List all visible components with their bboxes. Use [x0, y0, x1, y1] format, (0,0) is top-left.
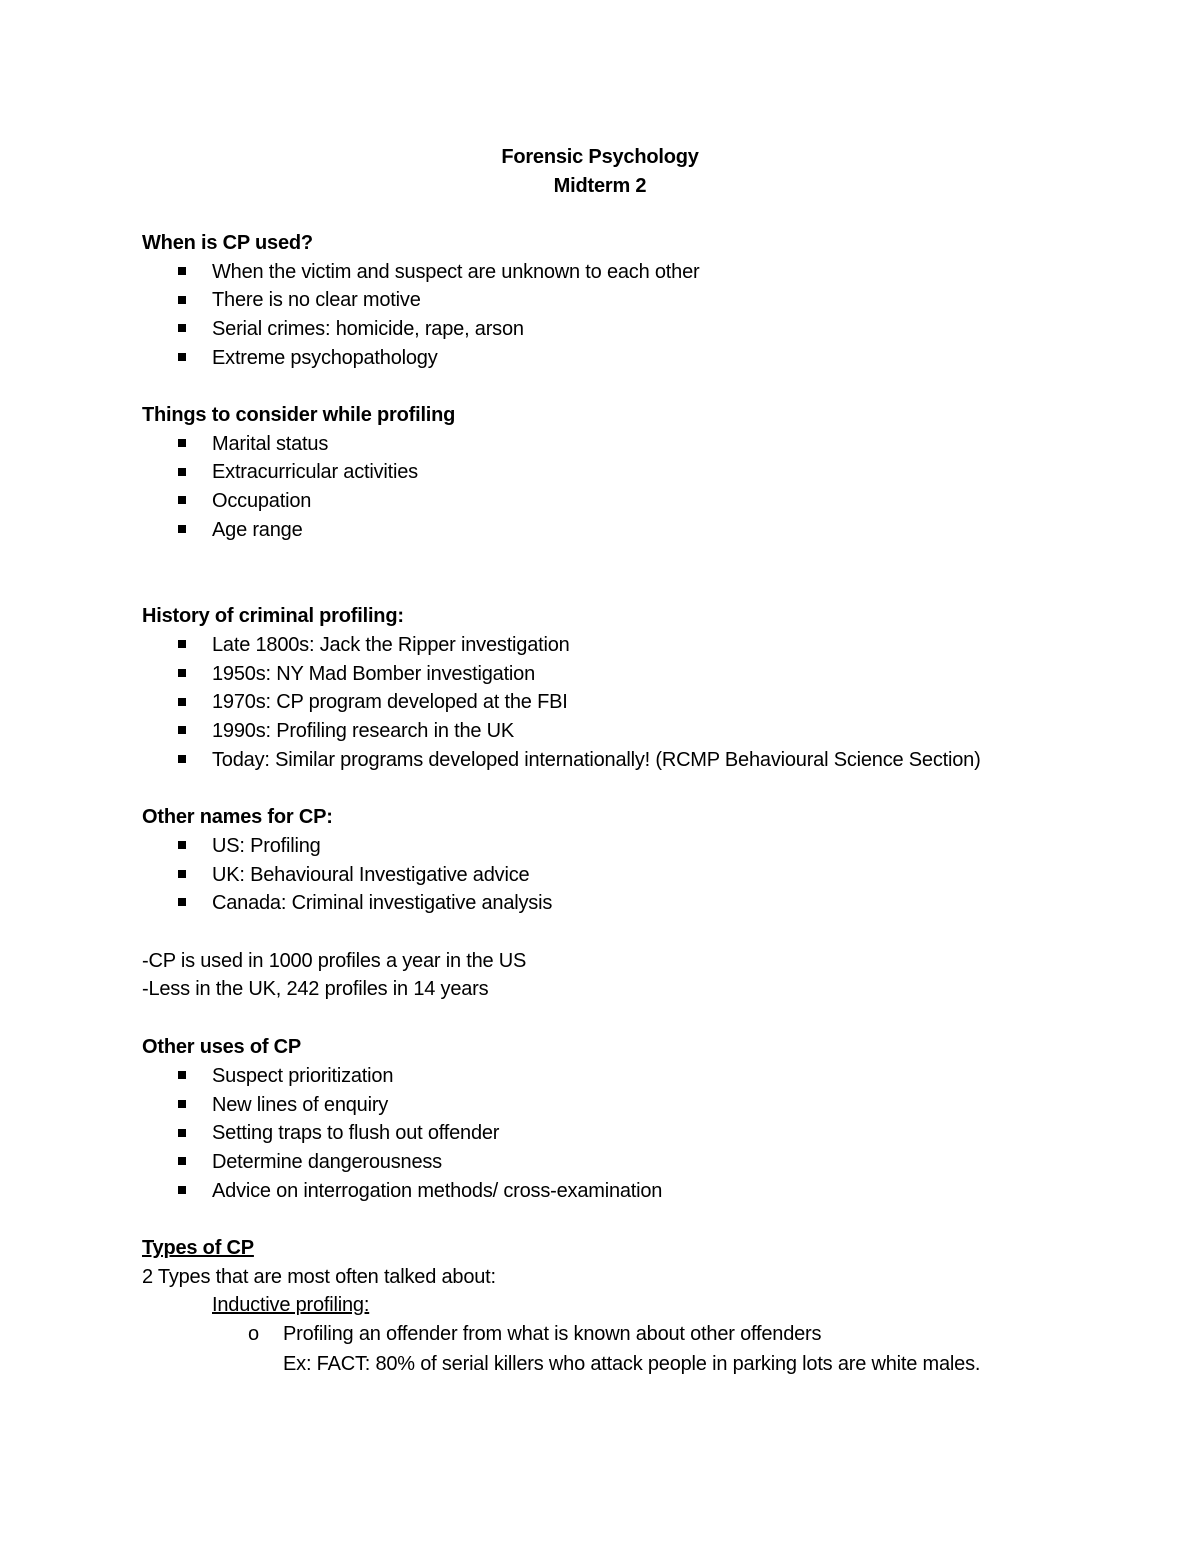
- list-item: Occupation: [212, 490, 312, 512]
- section-heading-other-names: Other names for CP:: [142, 806, 333, 828]
- section-heading-types: Types of CP: [142, 1237, 254, 1259]
- bullet-icon: [178, 496, 186, 504]
- list-item: 1950s: NY Mad Bomber investigation: [212, 663, 536, 685]
- list-item: Extreme psychopathology: [212, 347, 438, 369]
- bullet-icon: [178, 324, 186, 332]
- bullet-icon: [178, 267, 186, 275]
- section-heading-when-used: When is CP used?: [142, 232, 313, 254]
- bullet-icon: [178, 898, 186, 906]
- circle-bullet-icon: o: [248, 1323, 260, 1345]
- bullet-icon: [178, 1071, 186, 1079]
- list-item: UK: Behavioural Investigative advice: [212, 864, 530, 886]
- section-heading-history: History of criminal profiling:: [142, 605, 404, 627]
- bullet-icon: [178, 353, 186, 361]
- sub-list-item: Profiling an offender from what is known about other offenders: [283, 1323, 822, 1345]
- list-item: When the victim and suspect are unknown to each other: [212, 261, 700, 283]
- types-intro: 2 Types that are most often talked about:: [142, 1266, 496, 1288]
- bullet-icon: [178, 1100, 186, 1108]
- list-item: Advice on interrogation methods/ cross-examination: [212, 1180, 663, 1202]
- list-item: 1970s: CP program developed at the FBI: [212, 691, 568, 713]
- list-item: Age range: [212, 519, 303, 541]
- bullet-icon: [178, 726, 186, 734]
- list-item: Marital status: [212, 433, 329, 455]
- bullet-icon: [178, 698, 186, 706]
- document-title: Forensic Psychology: [501, 146, 699, 168]
- bullet-icon: [178, 841, 186, 849]
- bullet-icon: [178, 1129, 186, 1137]
- section-heading-other-uses: Other uses of CP: [142, 1036, 302, 1058]
- list-item: Canada: Criminal investigative analysis: [212, 892, 553, 914]
- list-item: Today: Similar programs developed internationally! (RCMP Behavioural Science Section): [212, 749, 981, 771]
- bullet-icon: [178, 439, 186, 447]
- list-item: US: Profiling: [212, 835, 321, 857]
- list-item: There is no clear motive: [212, 289, 421, 311]
- bullet-icon: [178, 468, 186, 476]
- list-item: Setting traps to flush out offender: [212, 1122, 500, 1144]
- bullet-icon: [178, 870, 186, 878]
- bullet-icon: [178, 755, 186, 763]
- example-line: Ex: FACT: 80% of serial killers who attack people in parking lots are white males.: [283, 1353, 981, 1375]
- bullet-icon: [178, 669, 186, 677]
- list-item: Serial crimes: homicide, rape, arson: [212, 318, 524, 340]
- list-item: Extracurricular activities: [212, 461, 418, 483]
- list-item: New lines of enquiry: [212, 1094, 389, 1116]
- bullet-icon: [178, 525, 186, 533]
- bullet-icon: [178, 1186, 186, 1194]
- list-item: 1990s: Profiling research in the UK: [212, 720, 515, 742]
- list-item: Determine dangerousness: [212, 1151, 442, 1173]
- section-heading-things-consider: Things to consider while profiling: [142, 404, 456, 426]
- stat-line: -Less in the UK, 242 profiles in 14 years: [142, 978, 489, 1000]
- bullet-icon: [178, 1157, 186, 1165]
- bullet-icon: [178, 296, 186, 304]
- document-subtitle: Midterm 2: [553, 175, 647, 197]
- types-subheading: Inductive profiling:: [212, 1294, 370, 1316]
- bullet-icon: [178, 640, 186, 648]
- stat-line: -CP is used in 1000 profiles a year in the US: [142, 950, 527, 972]
- list-item: Suspect prioritization: [212, 1065, 394, 1087]
- list-item: Late 1800s: Jack the Ripper investigation: [212, 634, 570, 656]
